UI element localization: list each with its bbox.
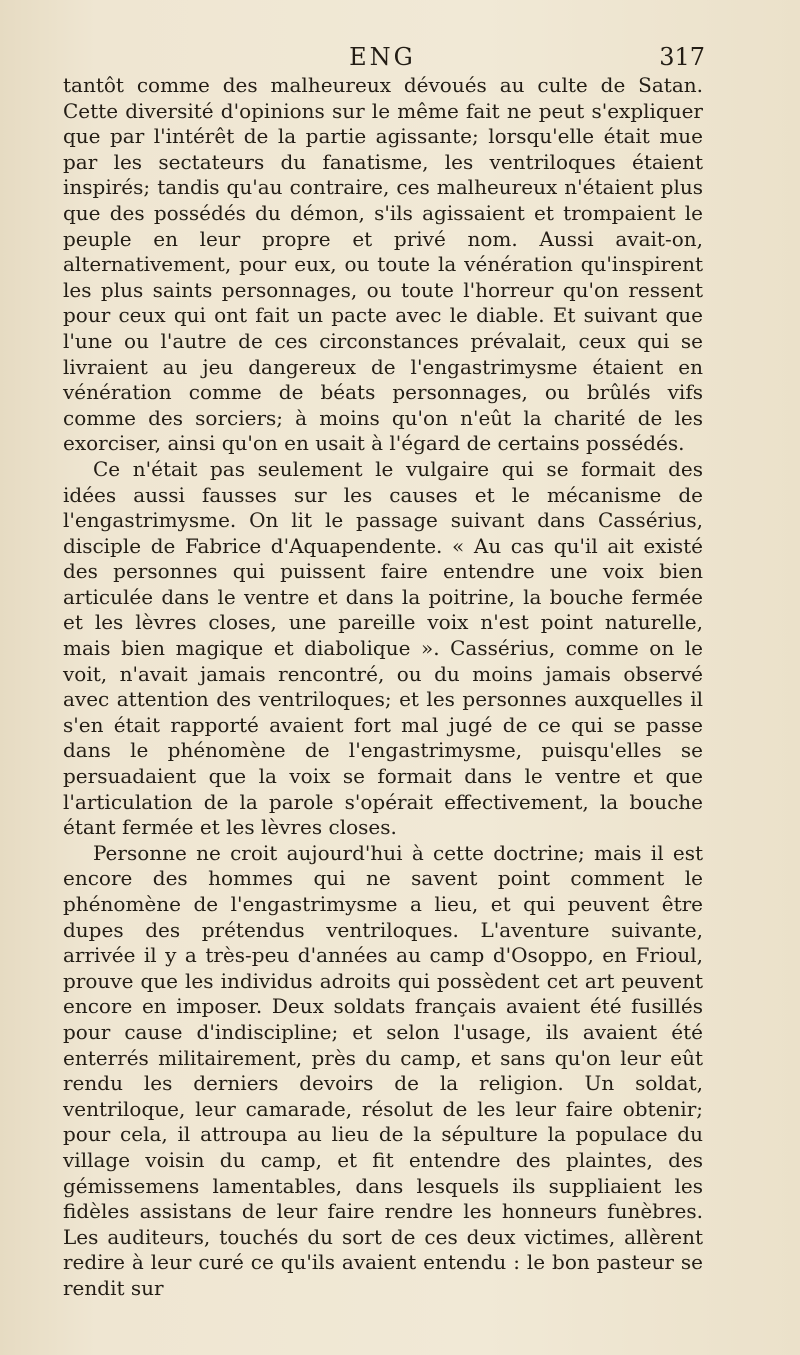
running-title: ENG: [349, 43, 416, 71]
paragraph-2: Ce n'était pas seulement le vulgaire qui se formait des idées aussi fausses sur les causes et le mécanisme de l'engastrimysme. On lit le passage suivant dans Cassérius, disciple de Fabrice d'Aquapendente. « Au cas qu'il ait existé des personnes qui puissent faire entendre une voix bien articulée dans le ventre et dans la poitrine, la bouche fermée et les lèvres closes, une pareille voix n'est point naturelle, mais bien magique et diabolique ». Cassérius, comme on le voit, n'avait jamais rencontré, ou du moins jamais observé avec attention des ventriloques; et les personnes auxquelles il s'en était rapporté avaient fort mal jugé de ce qui se passe dans le phénomène de l'engastrimysme, puisqu'elles se persuadaient que la voix se formait dans le ventre et que l'articulation de la parole s'opérait effectivement, la bouche étant fermée et les lèvres closes.: [63, 456, 703, 840]
paragraph-3: Personne ne croit aujourd'hui à cette doctrine; mais il est encore des hommes qui ne savent point comment le phénomène de l'engastrimysme a lieu, et qui peuvent être dupes des prétendus ventriloques. L'aventure suivante, arrivée il y a très-peu d'années au camp d'Osoppo, en Frioul, prouve que les individus adroits qui possèdent cet art peuvent encore en imposer. Deux soldats français avaient été fusillés pour cause d'indiscipline; et selon l'usage, ils avaient été enterrés militairement, près du camp, et sans qu'on leur eût rendu les derniers devoirs de la religion. Un soldat, ventriloque, leur camarade, résolut de les leur faire obtenir; pour cela, il attroupa au lieu de la sépulture la populace du village voisin du camp, et fit entendre des plaintes, des gémissemens lamentables, dans lesquels ils suppliaient les fidèles assistans de leur faire rendre les honneurs funèbres. Les auditeurs, touchés du sort de ces deux victimes, allèrent redire à leur curé ce qu'ils avaient entendu : le bon pasteur se rendit sur: [63, 840, 703, 1300]
body-text: [63, 73, 703, 1302]
paragraph-1: tantôt comme des malheureux dévoués au culte de Satan. Cette diversité d'opinions sur le même fait ne peut s'expliquer que par l'intérêt de la partie agissante; lorsqu'elle était mue par les sectateurs du fanatisme, les ventriloques étaient inspirés; tandis qu'au contraire, ces malheureux n'étaient plus que des possédés du démon, s'ils agissaient et trompaient le peuple en leur propre et privé nom. Aussi avait-on, alternativement, pour eux, ou toute la vénération qu'inspirent les plus saints personnages, ou toute l'horreur qu'on ressent pour ceux qui ont fait un pacte avec le diable. Et suivant que l'une ou l'autre de ces circonstances prévalait, ceux qui se livraient au jeu dangereux de l'engastrimysme étaient en vénération comme de béats personnages, ou brûlés vifs comme des sorciers; à moins qu'on n'eût la charité de les exorciser, ainsi qu'on en usait à l'égard de certains possédés.: [63, 73, 703, 456]
running-head: [60, 42, 705, 72]
page-number: 317: [659, 43, 705, 71]
